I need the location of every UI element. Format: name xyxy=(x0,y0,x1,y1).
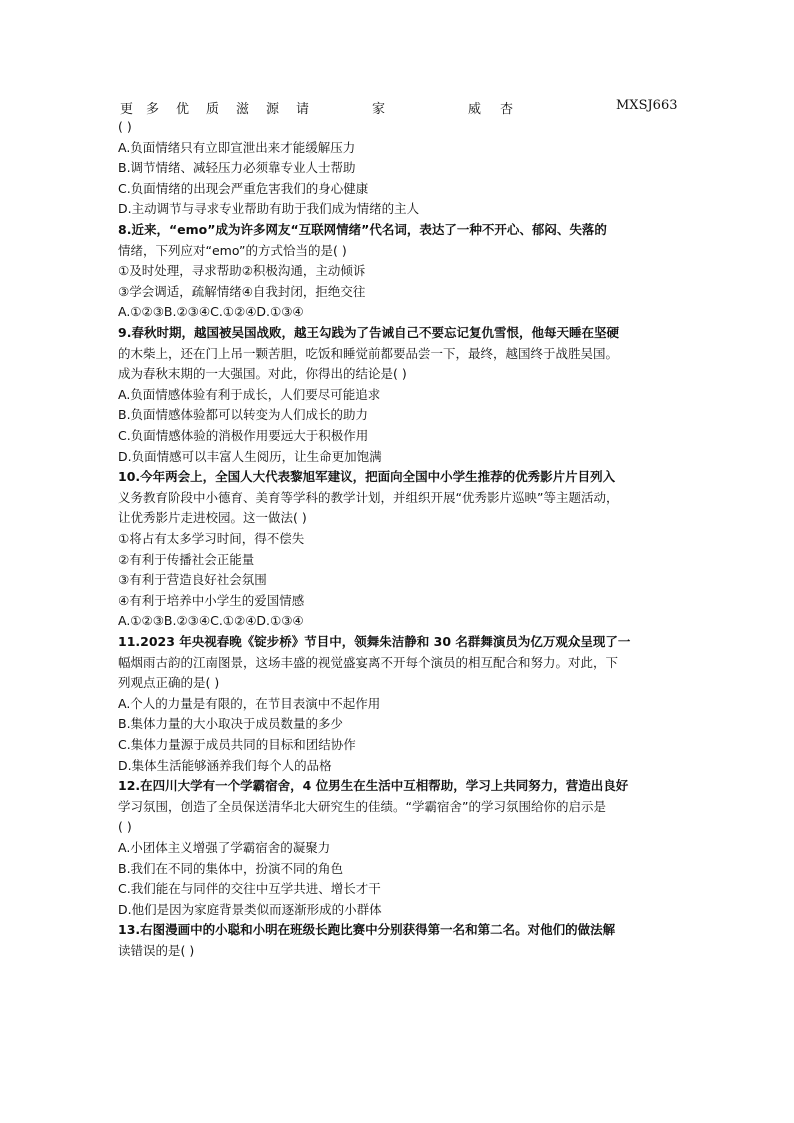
text-line: ④有利于培养中小学生的爱国情感 xyxy=(118,592,305,608)
text-line: B.调节情绪、减轻压力必须靠专业人士帮助 xyxy=(118,160,356,176)
header-char: 多 xyxy=(146,102,160,117)
header-char: 更 xyxy=(120,102,134,117)
header-char: 质 xyxy=(206,102,220,117)
text-line: 的木柴上，还在门上吊一颗苦胆，吃饭和睡觉前都要品尝一下，最终，越国终于战胜吴国。 xyxy=(118,345,619,361)
text-line: 情绪，下列应对“emo”的方式恰当的是( ) xyxy=(118,242,347,258)
header-code: MXSJ663 xyxy=(616,98,678,113)
text-line: D.集体生活能够涵养我们每个人的品格 xyxy=(118,757,332,773)
text-line: C.集体力量源于成员共同的目标和团结协作 xyxy=(118,737,356,752)
text-line: C.负面情绪的出现会严重危害我们的身心健康 xyxy=(118,180,369,196)
text-line: 让优秀影片走进校园。这一做法( ) xyxy=(118,510,307,526)
header-char: 威 xyxy=(468,102,482,117)
text-line: 幅烟雨古韵的江南图景，这场丰盛的视觉盛宴离不开每个演员的相互配合和努力。对此，下 xyxy=(118,654,619,670)
text-line: 读错误的是( ) xyxy=(118,943,195,958)
text-line: ③有利于营造良好社会氛围 xyxy=(118,572,267,588)
text-line: B.集体力量的大小取决于成员数量的多少 xyxy=(118,716,344,732)
text-line: 13.右图漫画中的小聪和小明在班级长跑比赛中分别获得第一名和第二名。对他们的做法解 xyxy=(118,922,616,938)
text-line: ( ) xyxy=(118,119,132,134)
text-line: 10.今年两会上，全国人大代表黎旭军建议，把面向全国中小学生推荐的优秀影片片目列入 xyxy=(118,469,616,485)
text-line: A.个人的力量是有限的，在节目表演中不起作用 xyxy=(118,695,381,711)
header-char: 源 xyxy=(266,102,280,117)
text-line: D.他们是因为家庭背景类似而逐渐形成的小群体 xyxy=(118,901,382,917)
text-line: A.①②③B.②③④C.①②④D.①③④ xyxy=(118,304,304,320)
text-line: 9.春秋时期，越国被吴国战败，越王勾践为了告诫自己不要忘记复仇雪恨，他每天睡在坚硬 xyxy=(118,325,619,340)
text-line: ③学会调适，疏解情绪④自我封闭，拒绝交往 xyxy=(118,283,366,299)
header-char: 杏 xyxy=(500,102,514,117)
text-line: A.①②③B.②③④C.①②④D.①③④ xyxy=(118,613,304,629)
text-line: 学习氛围，创造了全员保送清华北大研究生的佳绩。“学霸宿舍”的学习氛围给你的启示是 xyxy=(118,798,606,814)
header-char: 请 xyxy=(296,102,310,117)
text-line: 义务教育阶段中小德育、美育等学科的教学计划，并组织开展“优秀影片巡映”等主题活动， xyxy=(118,489,619,505)
header-char: 家 xyxy=(372,102,386,117)
text-line: C.负面情感体验的消极作用要远大于积极作用 xyxy=(118,428,369,443)
text-line: 列观点正确的是( ) xyxy=(118,675,220,691)
text-line: 11.2023 年央视春晚《锭步桥》节目中，领舞朱洁静和 30 名群舞演员为亿万观众呈现了一 xyxy=(118,634,631,649)
header-char: 滋 xyxy=(236,102,250,117)
text-line: ②有利于传播社会正能量 xyxy=(118,551,255,567)
text-line: 12.在四川大学有一个学霸宿舍，4 位男生在生活中互相帮助，学习上共同努力，营造出良好 xyxy=(118,778,629,794)
text-line: ①及时处理，寻求帮助②积极沟通，主动倾诉 xyxy=(118,263,366,279)
text-line: C.我们能在与同伴的交往中互学共进、增长才干 xyxy=(118,881,381,897)
page-header xyxy=(120,98,676,118)
header-char: 优 xyxy=(176,102,190,117)
text-line: ( ) xyxy=(118,819,132,835)
text-line: A.小团体主义增强了学霸宿舍的凝聚力 xyxy=(118,840,331,855)
text-line: B.负面情感体验都可以转变为人们成长的助力 xyxy=(118,407,369,423)
text-line: 成为春秋末期的一大强国。对此，你得出的结论是( ) xyxy=(118,366,407,382)
text-line: A.负面情感体验有利于成长，人们要尽可能追求 xyxy=(118,386,381,402)
text-line: D.主动调节与寻求专业帮助有助于我们成为情绪的主人 xyxy=(118,201,420,217)
text-line: ①将占有太多学习时间，得不偿失 xyxy=(118,531,305,546)
text-line: B.我们在不同的集体中，扮演不同的角色 xyxy=(118,860,344,876)
text-line: 8.近来，“emo”成为许多网友“互联网情绪”代名词，表达了一种不开心、郁闷、失落的 xyxy=(118,222,607,237)
text-line: A.负面情绪只有立即宣泄出来才能缓解压力 xyxy=(118,139,356,155)
text-line: D.负面情感可以丰富人生阅历，让生命更加饱满 xyxy=(118,448,382,464)
